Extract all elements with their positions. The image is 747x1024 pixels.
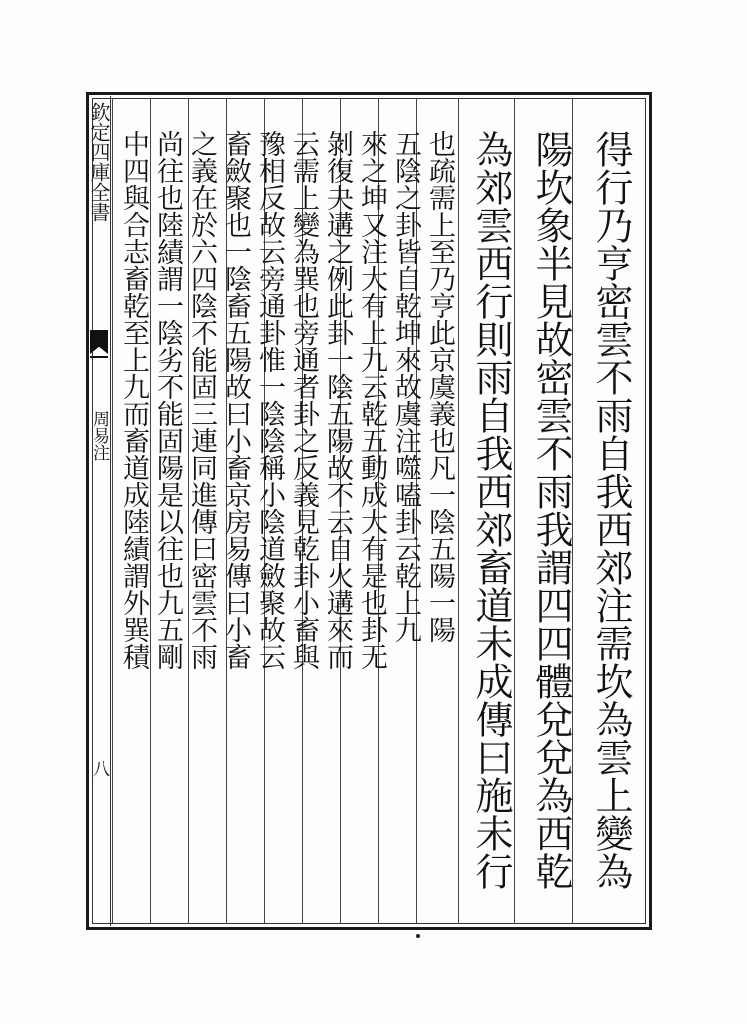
commentary-column: 豫相反故云旁通卦惟一陰陰稱小陰道斂聚故云 [254, 130, 285, 670]
main-text-column: 得行乃亨密雲不雨自我西郊注需坎為雲上變為 [589, 130, 633, 890]
main-text-column: 陽坎象半見故密雲不雨我謂四四體兌兌為西乾 [529, 130, 573, 890]
column-rule [112, 98, 113, 924]
commentary-column: 尚往也陸績謂一陰劣不能固陽是以往也九五剛 [152, 130, 183, 670]
commentary-column: 也疏需上至乃亨此京虞義也凡一陰五陽一陽 [424, 130, 455, 643]
commentary-column: 剝復夬遘之例此卦一陰五陽故不云自火遘來而 [322, 130, 353, 670]
commentary-column: 畜斂聚也一陰畜五陽故曰小畜京房易傳曰小畜 [220, 130, 251, 670]
commentary-column: 中四與合志畜乾至上九而畜道成陸績謂外巽積 [118, 130, 149, 670]
chapter-title: 周易注 [89, 410, 109, 461]
page-number: 八 [89, 760, 109, 777]
fishtail-rule [90, 356, 108, 358]
ink-dot [416, 934, 420, 938]
main-text-column: 為郊雲西行則雨自我西郊畜道未成傳曰施未行 [469, 130, 513, 890]
commentary-column: 五陰之卦皆自乾坤來故虞注噬嗑卦云乾上九 [390, 130, 421, 643]
commentary-column: 來之坤又注大有上九云乾五動成大有是也卦无 [356, 130, 387, 670]
commentary-column: 云需上變為巽也旁通者卦之反義見乾卦小畜與 [288, 130, 319, 670]
commentary-column: 之義在於六四陰不能固三連同進傳曰密雲不雨 [186, 130, 217, 670]
column-rule [458, 98, 459, 924]
collection-title: 欽定四庫全書 [87, 102, 111, 222]
